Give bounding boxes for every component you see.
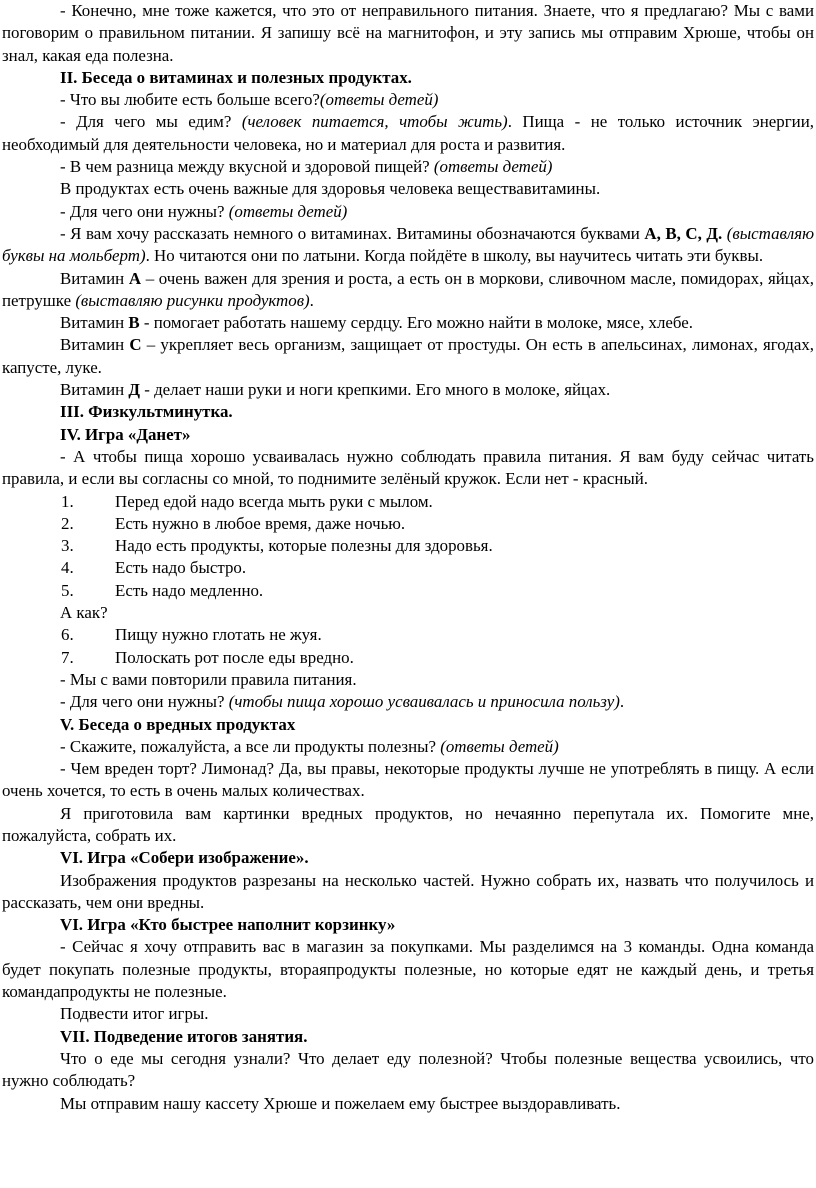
list-item-number: 6. [61, 625, 74, 645]
body-paragraph: Изображения продуктов разрезаны на несколько частей. Нужно собрать их, назвать что получилось и рассказать, чем они вредны. [2, 870, 814, 912]
rule-list-item [2, 513, 814, 535]
body-paragraph: Витамин В - помогает работать нашему сердцу. Его можно найти в молоке, мясе, хлебе. [60, 313, 694, 333]
body-paragraph: - Чем вреден торт? Лимонад? Да, вы правы, некоторые продукты лучше не употреблять в пищу. А если очень хочется, то есть в очень малых количествах. [2, 759, 814, 801]
list-item-text: Пищу нужно глотать не жуя. [115, 625, 322, 645]
body-paragraph: - Для чего мы едим? (человек питается, чтобы жить). Пища - не только источник энергии, необходимый для деятельности человека, но и материал для роста и развития. [2, 112, 814, 154]
list-item-text: Есть надо быстро. [115, 558, 247, 578]
body-paragraph: - Конечно, мне тоже кажется, что это от неправильного питания. Знаете, что я предлагаю? Мы с вами поговорим о правильном питании. Я запишу всё на магнитофон, и эту запись мы отправим Хрюше, чтобы он знал, какая еда полезна. [2, 1, 814, 65]
section-heading: VI. Игра «Собери изображение». [60, 848, 309, 868]
body-paragraph: - В чем разница между вкусной и здоровой пищей? (ответы детей) [60, 157, 553, 177]
rule-list-item [2, 557, 814, 579]
body-paragraph: Витамин Д - делает наши руки и ноги крепкими. Его много в молоке, яйцах. [60, 380, 611, 400]
body-paragraph: - Я вам хочу рассказать немного о витаминах. Витамины обозначаются буквами А, В, С, Д. (выставляю буквы на мольберт). Но читаются они по латыни. Когда пойдёте в школу, вы научитесь читать эти буквы. [2, 223, 814, 266]
rule-list-item [2, 535, 814, 557]
list-item-number: 2. [61, 513, 74, 533]
section-heading: III. Физкультминутка. [60, 402, 233, 422]
body-paragraph: - Скажите, пожалуйста, а все ли продукты полезны? (ответы детей) [60, 736, 559, 756]
list-item-number: 7. [61, 647, 74, 667]
body-paragraph: А как? [60, 603, 108, 623]
list-item-number: 3. [61, 536, 74, 556]
body-paragraph: - Сейчас я хочу отправить вас в магазин за покупками. Мы разделимся на 3 команды. Одна команда будет покупать полезные продукты, втораяпродукты полезные, но которые едят не каждый день, и третья командапродукты не полезные. [2, 937, 814, 1002]
list-item-text: Надо есть продукты, которые полезны для здоровья. [115, 536, 493, 556]
list-item-number: 4. [61, 558, 74, 578]
section-heading: VII. Подведение итогов занятия. [60, 1026, 308, 1046]
rule-list-item [2, 624, 814, 646]
list-item-text: Есть надо медленно. [115, 580, 264, 600]
body-paragraph: - Для чего они нужны? (чтобы пища хорошо усваивалась и приносила пользу). [60, 692, 625, 712]
body-paragraph: - А чтобы пища хорошо усваивалась нужно соблюдать правила питания. Я вам буду сейчас читать правила, и если вы согласны со мной, то поднимите зелёный кружок. Если нет - красный. [2, 446, 814, 489]
rule-list-item [2, 647, 814, 669]
list-item-number: 1. [61, 491, 74, 511]
section-heading: II. Беседа о витаминах и полезных продуктах. [60, 67, 412, 87]
body-paragraph: Я приготовила вам картинки вредных продуктов, но нечаянно перепутала их. Помогите мне, пожалуйста, собрать их. [2, 803, 814, 845]
body-paragraph: - Что вы любите есть больше всего?(ответы детей) [60, 90, 439, 110]
rule-list-item [2, 580, 814, 602]
section-heading: IV. Игра «Данет» [60, 424, 191, 444]
section-heading: V. Беседа о вредных продуктах [60, 714, 296, 734]
list-item-text: Перед едой надо всегда мыть руки с мылом. [115, 491, 433, 511]
body-paragraph: Что о еде мы сегодня узнали? Что делает еду полезной? Чтобы полезные вещества усвоились, что нужно соблюдать? [2, 1048, 814, 1091]
body-paragraph: - Мы с вами повторили правила питания. [60, 669, 357, 689]
body-paragraph: Подвести итог игры. [60, 1004, 209, 1024]
body-paragraph: - Для чего они нужны? (ответы детей) [60, 201, 348, 221]
list-item-text: Полоскать рот после еды вредно. [115, 647, 354, 667]
section-heading: VI. Игра «Кто быстрее наполнит корзинку» [60, 915, 396, 935]
list-item-number: 5. [61, 580, 74, 600]
body-paragraph: В продуктах есть очень важные для здоровья человека веществавитамины. [60, 179, 601, 199]
body-paragraph: Витамин С – укрепляет весь организм, защищает от простуды. Он есть в апельсинах, лимонах, ягодах, капусте, луке. [2, 335, 814, 377]
rule-list-item [2, 491, 814, 513]
body-paragraph: Мы отправим нашу кассету Хрюше и пожелаем ему быстрее выздоравливать. [60, 1093, 621, 1113]
body-paragraph: Витамин А – очень важен для зрения и роста, а есть он в моркови, сливочном масле, помидорах, яйцах, петрушке (выставляю рисунки продуктов). [2, 268, 814, 310]
list-item-text: Есть нужно в любое время, даже ночью. [115, 513, 406, 533]
